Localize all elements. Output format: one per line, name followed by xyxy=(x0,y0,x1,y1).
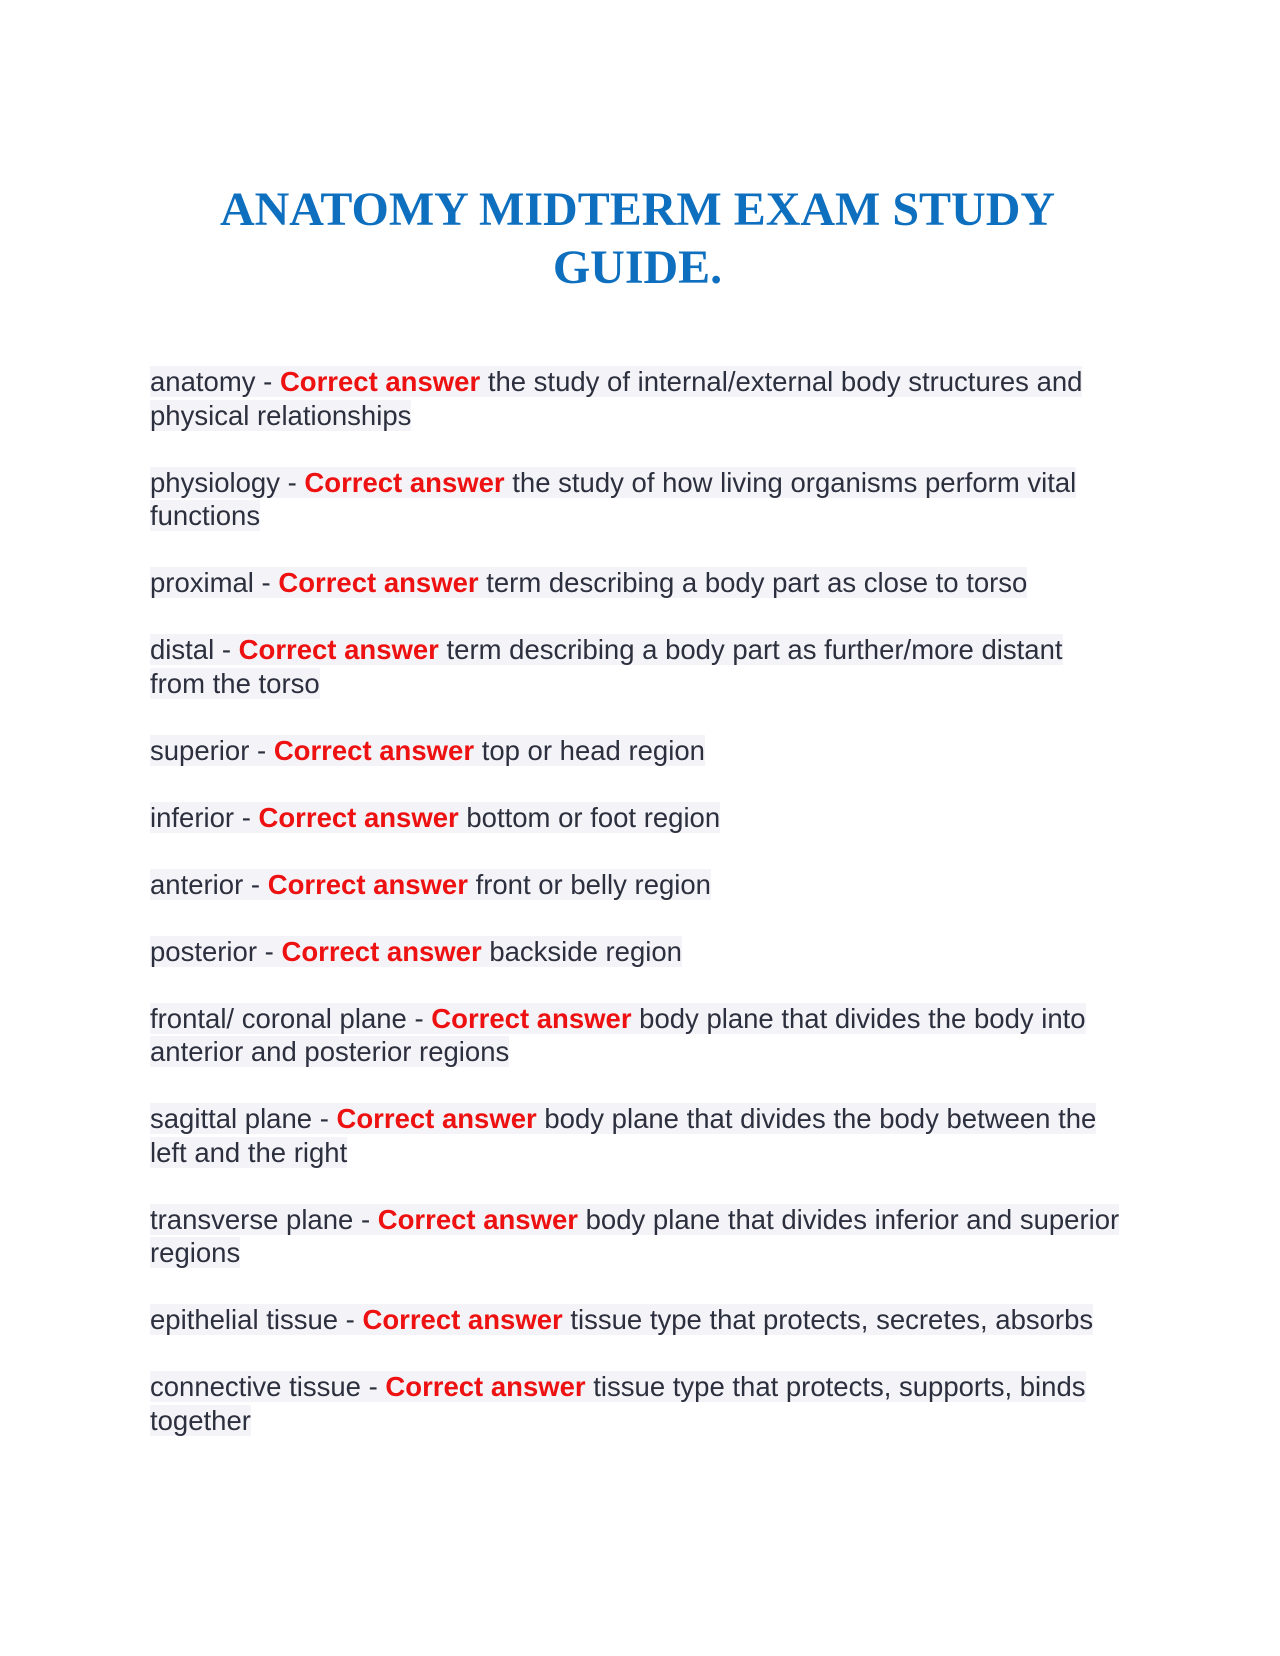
entry-separator: - xyxy=(360,1371,386,1402)
flashcard-entry xyxy=(150,801,1125,835)
correct-answer-label: Correct answer xyxy=(238,634,439,665)
entry-definition: backside region xyxy=(489,935,682,967)
entry-separator: - xyxy=(234,801,259,833)
entry-term: anatomy xyxy=(150,366,256,397)
flashcard-entry xyxy=(150,1370,1125,1437)
correct-answer-label: Correct answer xyxy=(362,1304,563,1335)
correct-answer-label: Correct answer xyxy=(304,466,505,498)
entry-term: anterior xyxy=(150,868,244,900)
flashcard-entry xyxy=(150,566,1125,600)
entry-definition: term describing a body part as further/more distant from the torso xyxy=(150,634,1063,699)
correct-answer-label: Correct answer xyxy=(258,801,459,833)
entry-definition: tissue type that protects, secretes, absorbs xyxy=(570,1304,1094,1335)
flashcard-entry xyxy=(150,1203,1125,1270)
entry-term: proximal xyxy=(150,567,254,598)
flashcard-entry xyxy=(150,734,1125,768)
entry-definition: the study of internal/external body structures and physical relationships xyxy=(150,366,1083,431)
correct-answer-label: Correct answer xyxy=(278,567,479,598)
entry-separator: - xyxy=(353,1203,378,1235)
entry-separator: - xyxy=(214,634,239,665)
entry-definition: tissue type that protects, supports, binds together xyxy=(150,1371,1086,1436)
flashcard-entry xyxy=(150,365,1125,432)
entry-term: sagittal plane xyxy=(150,1103,313,1134)
entry-separator: - xyxy=(249,734,274,766)
entry-term: connective tissue xyxy=(150,1371,361,1402)
entry-definition: body plane that divides the body into anterior and posterior regions xyxy=(150,1002,1086,1067)
entry-term: inferior xyxy=(150,801,235,833)
correct-answer-label: Correct answer xyxy=(385,1371,586,1402)
flashcard-entry xyxy=(150,466,1125,533)
correct-answer-label: Correct answer xyxy=(377,1203,578,1235)
entry-separator: - xyxy=(255,366,280,397)
entry-definition: the study of how living organisms perform vital functions xyxy=(150,466,1077,531)
entry-separator: - xyxy=(243,868,268,900)
flashcard-list xyxy=(150,365,1125,1471)
flashcard-entry xyxy=(150,1303,1125,1337)
correct-answer-label: Correct answer xyxy=(267,868,468,900)
flashcard-entry xyxy=(150,1002,1125,1069)
correct-answer-label: Correct answer xyxy=(273,734,475,766)
correct-answer-label: Correct answer xyxy=(279,366,481,397)
entry-separator: - xyxy=(279,466,305,498)
flashcard-entry xyxy=(150,935,1125,969)
entry-term: frontal/ coronal plane xyxy=(150,1002,407,1034)
entry-term: posterior xyxy=(150,935,257,967)
correct-answer-label: Correct answer xyxy=(336,1103,537,1134)
entry-term: transverse plane xyxy=(150,1203,354,1235)
entry-definition: top or head region xyxy=(481,734,705,766)
entry-definition: term describing a body part as close to torso xyxy=(486,567,1028,598)
entry-separator: - xyxy=(253,567,279,598)
entry-definition: bottom or foot region xyxy=(466,801,721,833)
entry-separator: - xyxy=(338,1304,363,1335)
flashcard-entry xyxy=(150,633,1125,700)
entry-definition: body plane that divides the body between the left and the right xyxy=(150,1103,1097,1168)
entry-separator: - xyxy=(257,935,282,967)
entry-definition: body plane that divides inferior and superior regions xyxy=(150,1203,1120,1268)
entry-definition: front or belly region xyxy=(475,868,711,900)
entry-term: epithelial tissue xyxy=(150,1304,339,1335)
entry-separator: - xyxy=(312,1103,337,1134)
entry-term: physiology xyxy=(150,466,280,498)
entry-term: distal xyxy=(150,634,215,665)
page-title: ANATOMY MIDTERM EXAM STUDY GUIDE. xyxy=(219,183,1056,294)
correct-answer-label: Correct answer xyxy=(431,1002,632,1034)
flashcard-entry xyxy=(150,868,1125,902)
flashcard-entry xyxy=(150,1102,1125,1169)
entry-separator: - xyxy=(406,1002,432,1034)
correct-answer-label: Correct answer xyxy=(281,935,482,967)
entry-term: superior xyxy=(150,734,250,766)
